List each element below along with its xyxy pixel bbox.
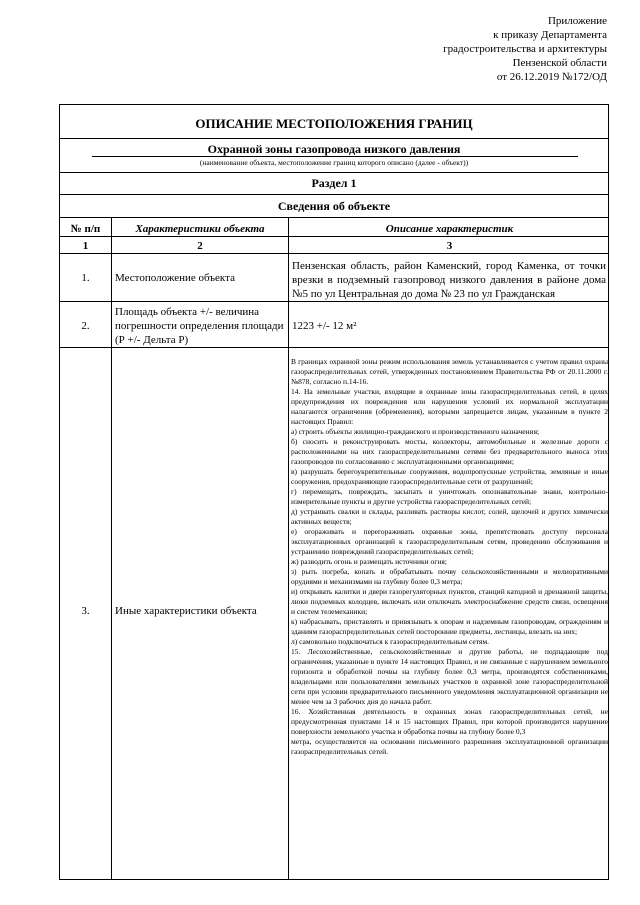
rules-paragraph: 14. На земельные участки, входящие в охранные зоны газораспределительных сетей, в целях предупреждения их повреждения или нарушения условий их нормальной эксплуатации налагаются ограничения (обременения), которыми запрещается лицам, указанным в пункте 2 настоящих Правил:	[291, 387, 608, 426]
rules-paragraph: В границах охранной зоны режим использования земель устанавливается с учетом правил охраны газораспределительных сетей, утвержденных постановлением Правительства РФ от 20.11.2000 г. №878, согласно п.14-16.	[291, 357, 608, 386]
object-name: Охранной зоны газопровода низкого давления	[207, 142, 461, 156]
rules-paragraph: з) рыть погреба, копать и обрабатывать почву сельскохозяйственными и мелиоративными орудиями и механизмами на глубину более 0,3 метра;	[291, 567, 608, 586]
rules-paragraph: 16. Хозяйственная деятельность в охранных зонах газораспределительных сетей, не предусмотренная пунктами 14 и 15 настоящих Правил, при которой производится нарушение поверхности земельного участка и обработка почвы на глубину более 0,3	[291, 707, 608, 736]
rules-paragraph: 15. Лесохозяйственные, сельскохозяйственные и другие работы, не подпадающие под ограничения, указанные в пункте 14 настоящих Правил, и не связанные с нарушением земельного горизонта и обработкой почвы на глубину более 0,3 метра, производятся собственниками, владельцами или пользователями земельных участков в охранной зоне газораспределительной сети при условии предварительного письменного уведомления эксплуатационной организации не менее чем за 3 рабочих дня до начала работ.	[291, 647, 608, 706]
appendix-line: градостроительства и архитектуры	[443, 43, 607, 55]
appendix-line: от 26.12.2019 №172/ОД	[496, 71, 607, 83]
row-number: 1.	[81, 272, 90, 284]
rules-paragraph: в) разрушать берегоукрепительные сооружения, водопропускные устройства, земляные и иные сооружения, предохраняющие газораспределительные сети от разрушений;	[291, 467, 608, 486]
column-number-3: 3	[446, 240, 453, 252]
column-number-2: 2	[197, 240, 203, 252]
document-title: ОПИСАНИЕ МЕСТОПОЛОЖЕНИЯ ГРАНИЦ	[195, 116, 473, 131]
column-header-description: Описание характеристик	[385, 223, 514, 235]
rules-paragraph: к) набрасывать, приставлять и привязывать к опорам и надземным газопроводам, ограждениям и зданиям газораспределительных сетей посторонние предметы, лестницы, влезать на них;	[291, 617, 608, 636]
appendix-line: к приказу Департамента	[493, 29, 607, 41]
rules-paragraph: е) огораживать и перегораживать охранные зоны, препятствовать доступу персонала эксплуатационных организаций к газораспределительным сетям, проведению обслуживания и устранению повреждений газораспределительных сетей;	[291, 527, 608, 556]
rules-paragraph: л) самовольно подключаться к газораспределительным сетям.	[291, 637, 489, 646]
row-number: 2.	[81, 320, 90, 332]
section-number: Раздел 1	[311, 176, 357, 190]
section-title: Сведения об объекте	[277, 199, 391, 213]
appendix-line: Пензенской области	[512, 57, 607, 69]
column-header-number: № п/п	[70, 223, 101, 235]
object-caption: (наименование объекта, местоположение границ которого описано (далее - объект))	[199, 158, 469, 167]
rules-paragraph: а) строить объекты жилищно-гражданского и производственного назначения;	[291, 427, 540, 436]
row-description: Пензенская область, район Каменский, город Каменка, от точки врезки в подземный газопровод низкого давления в районе дома №5 по ул Центральная до дома № 23 по ул Гражданская	[292, 260, 606, 300]
appendix-block	[443, 14, 607, 84]
rules-paragraph: ж) разводить огонь и размещать источники огня;	[291, 557, 447, 566]
rules-paragraph: д) устраивать свалки и склады, разливать растворы кислот, солей, щелочей и других химически активных веществ;	[291, 507, 608, 526]
row-number: 3.	[81, 605, 90, 617]
rules-paragraph: б) сносить и реконструировать мосты, коллекторы, автомобильные и железные дороги с расположенными на них газораспределительными сетями без предварительного выноса этих газопроводов по согласованию с эксплуатационными организациями;	[291, 437, 608, 466]
appendix-line: Приложение	[547, 15, 607, 27]
row-characteristic: Местоположение объекта	[115, 272, 235, 284]
row-characteristic: Площадь объекта +/- величина погрешности определения площади (Р +/- Дельта Р)	[115, 306, 284, 346]
column-number-1: 1	[82, 240, 89, 252]
column-header-characteristic: Характеристики объекта	[135, 223, 265, 235]
rules-paragraph: и) открывать калитки и двери газорегуляторных пунктов, станций катодной и дренажной защиты, люки подземных колодцев, включать или отключать электроснабжение средств связи, освещения и систем телемеханики;	[291, 587, 608, 616]
document-frame	[59, 104, 609, 880]
row-description-rules	[291, 357, 608, 757]
rules-paragraph: г) перемещать, повреждать, засыпать и уничтожать опознавательные знаки, контрольно-измерительные пункты и другие устройства газораспределительных сетей;	[291, 487, 608, 506]
row-description: 1223 +/- 12 м²	[292, 320, 357, 332]
row-characteristic: Иные характеристики объекта	[115, 605, 257, 617]
rules-paragraph: метра, осуществляется на основании письменного разрешения эксплуатационной организации газораспределительных сетей.	[291, 737, 608, 756]
